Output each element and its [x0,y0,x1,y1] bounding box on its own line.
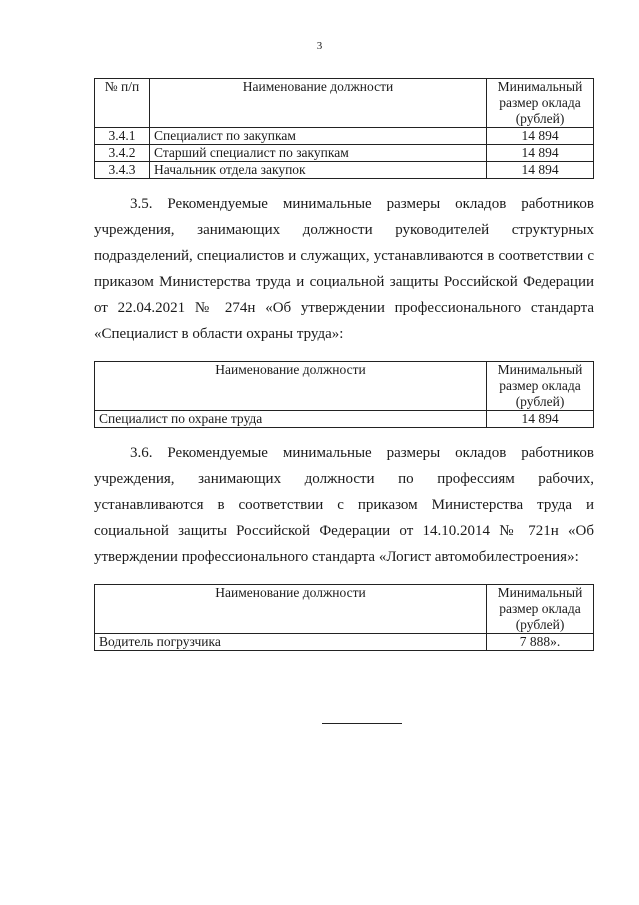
page-number: 3 [316,40,323,52]
row-min-salary: 14 894 [487,162,594,179]
header-position-name: Наименование должности [150,79,487,128]
positions-table-purchasing [94,78,594,179]
table-row [95,162,594,179]
row-min-salary: 7 888». [487,634,594,651]
row-min-salary: 14 894 [487,145,594,162]
header-position-name: Наименование должности [95,362,487,411]
header-min-salary: Минимальный размер оклада (рублей) [487,585,594,634]
row-min-salary: 14 894 [487,128,594,145]
table-row [95,634,594,651]
end-of-document-line [322,723,402,724]
table-header-row [95,79,594,128]
header-position-name: Наименование должности [95,585,487,634]
table-header-row [95,362,594,411]
row-position-name: Старший специалист по закупкам [150,145,487,162]
table-header-row [95,585,594,634]
row-num: 3.4.1 [95,128,150,145]
positions-table-workers [94,584,594,651]
row-position-name: Начальник отдела закупок [150,162,487,179]
row-num: 3.4.2 [95,145,150,162]
table-row [95,145,594,162]
row-position-name: Специалист по закупкам [150,128,487,145]
row-position-name: Специалист по охране труда [95,411,487,428]
header-min-salary: Минимальный размер оклада (рублей) [487,79,594,128]
row-num: 3.4.3 [95,162,150,179]
table-row [95,128,594,145]
row-position-name: Водитель погрузчика [95,634,487,651]
table-row [95,411,594,428]
header-num: № п/п [95,79,150,128]
header-min-salary: Минимальный размер оклада (рублей) [487,362,594,411]
positions-table-labor-safety [94,361,594,428]
paragraph-3-6: 3.6. Рекомендуемые минимальные размеры окладов работников учреждения, занимающих должности по профессиям рабочих, устанавливаются в соответствии с приказом Министерства труда и социальной защиты Российской Федерации от 14.10.2014 № 721н «Об утверждении профессионального стандарта «Логист автомобилестроения»: [94,445,594,565]
paragraph-3-5: 3.5. Рекомендуемые минимальные размеры окладов работников учреждения, занимающих должности руководителей структурных подразделений, специалистов и служащих, устанавливаются в соответствии с приказом Министерства труда и социальной защиты Российской Федерации от 22.04.2021 № 274н «Об утверждении профессионального стандарта «Специалист в области охраны труда»: [94,196,594,342]
row-min-salary: 14 894 [487,411,594,428]
